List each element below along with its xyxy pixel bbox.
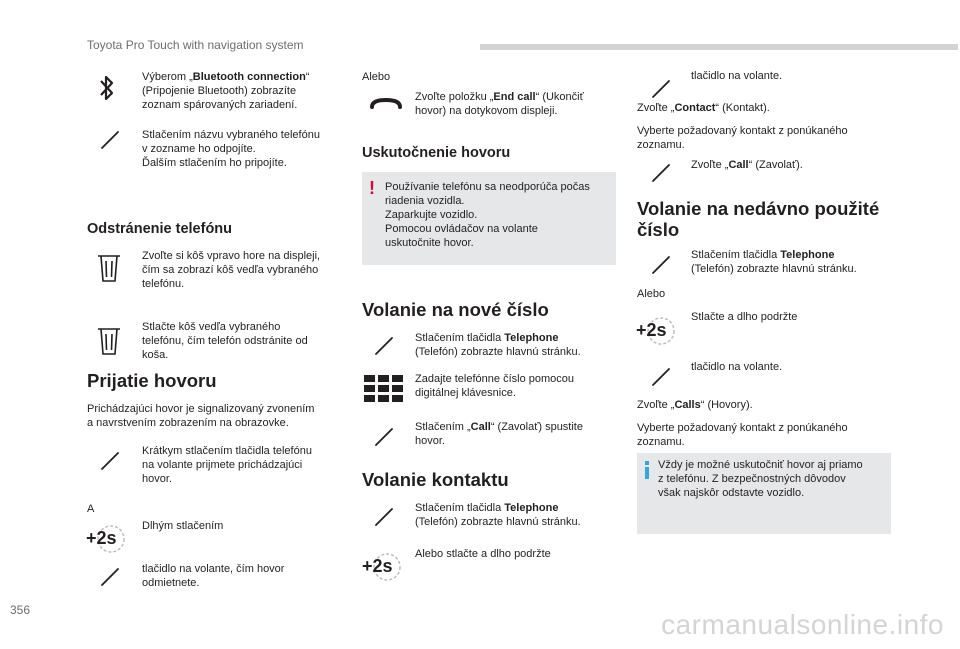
touch-icon [100, 567, 120, 587]
short-press-text: Krátkym stlačením tlačidla telefónu na volante prijmete prichádzajúci hovor. [142, 445, 312, 485]
keypad-text: Zadajte telefónne číslo pomocou digitálnej klávesnice. [415, 373, 574, 399]
header-title: Toyota Pro Touch with navigation system [87, 38, 304, 52]
phone-name-press-text: Stlačením názvu vybraného telefónu v zozname ho odpojíte. Ďalším stlačením ho pripojíte. [142, 129, 320, 169]
hold-2s-icon: +2s [360, 552, 404, 582]
letter-a: A [87, 503, 95, 515]
touch-icon [100, 451, 120, 471]
telephone-page-text: Stlačením tlačidla Telephone (Telefón) zobrazte hlavnú stránku. [415, 502, 581, 528]
hold-text: Stlačte a dlho podržte [691, 311, 798, 323]
touch-icon [374, 507, 394, 527]
heading-call-contact: Volanie kontaktu [362, 469, 509, 490]
trash-icon [97, 253, 121, 283]
alebo-text: Alebo [362, 71, 391, 83]
keypad-icon [364, 375, 404, 403]
touch-icon [651, 367, 671, 387]
alebo-text: Alebo [637, 288, 666, 300]
end-call-icon [369, 96, 403, 110]
heading-receive-call: Prijatie hovoru [87, 370, 217, 391]
reject-call-text: tlačidlo na volante, čím hovor odmietnete. [142, 563, 285, 589]
steering-wheel-button-text: tlačidlo na volante. [691, 70, 783, 82]
trash-remove-text: Stlačte kôš vedľa vybraného telefónu, čím telefón odstránite od koša. [142, 321, 308, 361]
telephone-page-text: Stlačením tlačidla Telephone (Telefón) zobrazte hlavnú stránku. [691, 249, 857, 275]
info-text: Vždy je možné uskutočniť hovor aj priamo z telefónu. Z bezpečnostných dôvodov však najskôr odstavte vozidlo. [658, 459, 863, 499]
telephone-page-text: Stlačením tlačidla Telephone (Telefón) zobrazte hlavnú stránku. [415, 332, 581, 358]
touch-icon [651, 79, 671, 99]
touch-icon [651, 255, 671, 275]
heading-recent-number: Volanie na nedávno použité číslo [637, 198, 880, 240]
touch-icon [100, 130, 120, 150]
watermark: carmanualsonline.info [661, 609, 944, 640]
trash-icon [97, 326, 121, 356]
incoming-call-text: Prichádzajúci hovor je signalizovaný zvonením a navrstvením zobrazením na obrazovke. [87, 403, 315, 429]
hold-2s-icon: +2s [634, 316, 678, 346]
touch-icon [374, 336, 394, 356]
call-start-text: Stlačením „Call“ (Zavolať) spustite hovor. [415, 421, 583, 447]
trash-select-text: Zvoľte si kôš vpravo hore na displeji, čím sa zobrazí kôš vedľa vybraného telefónu. [142, 250, 321, 290]
long-press-text: Dlhým stlačením [142, 520, 224, 532]
warning-icon: ! [369, 178, 375, 198]
heading-remove-phone: Odstránenie telefónu [87, 221, 233, 237]
select-calls-text: Zvoľte „Calls“ (Hovory). [637, 399, 753, 411]
steering-wheel-button-text: tlačidlo na volante. [691, 361, 783, 373]
choose-contact-text: Vyberte požadovaný kontakt z ponúkaného zoznamu. [637, 125, 848, 151]
info-icon [645, 461, 649, 479]
select-contact-text: Zvoľte „Contact“ (Kontakt). [637, 102, 770, 114]
select-call-text: Zvoľte „Call“ (Zavolať). [691, 159, 803, 171]
page-number: 356 [10, 603, 31, 617]
bluetooth-icon [99, 73, 115, 103]
warning-text: Používanie telefónu sa neodporúča počas riadenia vozidla. Zaparkujte vozidlo. Pomocou ovládačov na volante uskutočnite hovor. [385, 181, 590, 249]
touch-icon [651, 163, 671, 183]
bluetooth-connection-text: Výberom „Bluetooth connection“ (Pripojenie Bluetooth) zobrazíte zoznam spárovaných zariadení. [142, 71, 310, 111]
hold-text: Alebo stlačte a dlho podržte [415, 548, 551, 560]
header-bar [480, 44, 958, 50]
end-call-text: Zvoľte položku „End call“ (Ukončiť hovor) na dotykovom displeji. [415, 91, 584, 117]
touch-icon [374, 427, 394, 447]
hold-2s-icon: +2s [84, 524, 128, 554]
heading-make-call: Uskutočnenie hovoru [362, 145, 511, 161]
heading-new-number: Volanie na nové číslo [362, 299, 549, 320]
choose-contact-text: Vyberte požadovaný kontakt z ponúkaného zoznamu. [637, 422, 848, 448]
